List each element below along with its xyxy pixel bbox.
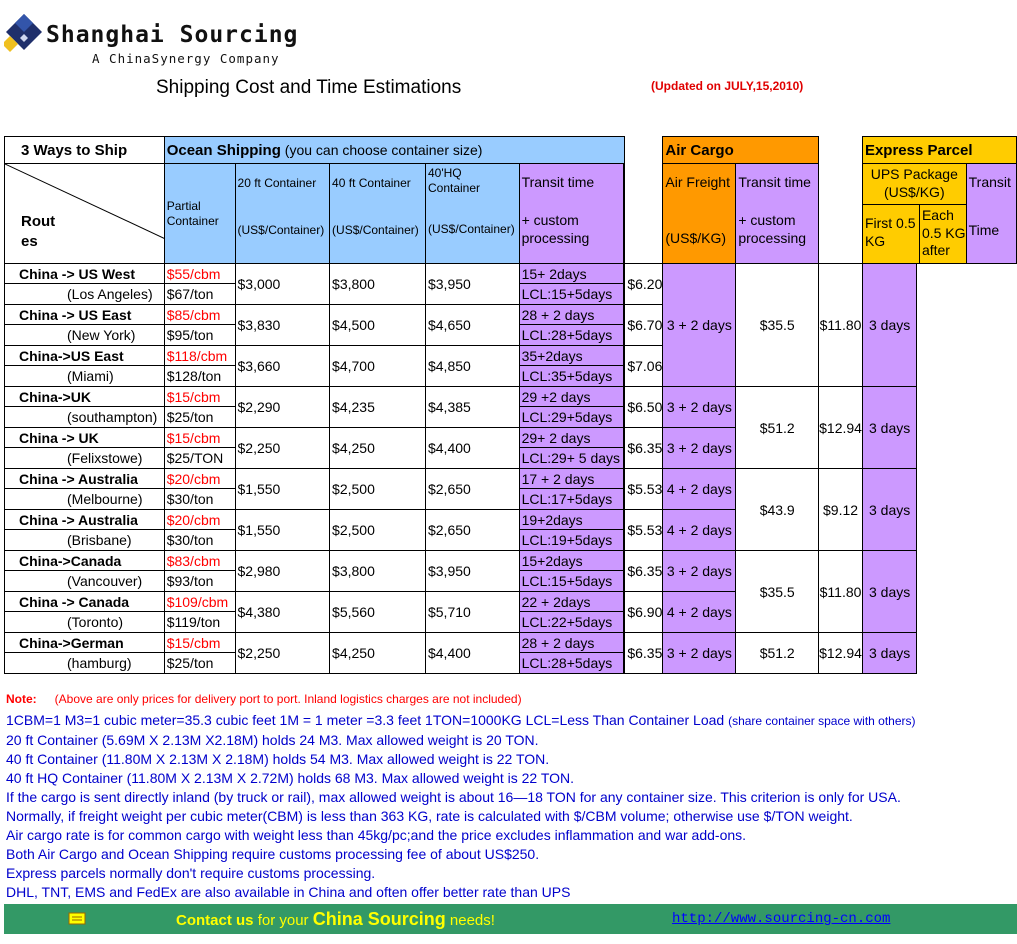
price-40ft: $4,235	[330, 387, 426, 428]
air-freight-rate: $6.90	[624, 592, 663, 633]
note-line-1-small: (share container space with others)	[728, 714, 916, 728]
express-parcel-header: Express Parcel	[862, 137, 1016, 164]
price-40ft: $3,800	[330, 551, 426, 592]
price-per-cbm: $20/cbm	[164, 510, 235, 530]
price-40ft: $5,560	[330, 592, 426, 633]
note-header	[6, 690, 1011, 709]
col-40hq-label: 40'HQ Container	[427, 166, 481, 195]
note-line-4: 40 ft HQ Container (11.80M X 2.13M X 2.72M) holds 68 M3. Max allowed weight is 22 TON.	[6, 770, 575, 786]
route-name: China -> Australia	[5, 510, 165, 530]
col-air-freight	[663, 164, 736, 264]
route-name: China->US East	[5, 346, 165, 366]
ocean-transit-lcl: LCL:15+5days	[519, 284, 624, 305]
price-40ft: $2,500	[330, 469, 426, 510]
ocean-transit-fcl: 28 + 2 days	[519, 305, 624, 325]
price-per-cbm: $85/cbm	[164, 305, 235, 325]
price-per-ton: $25/ton	[164, 653, 235, 674]
route-name: China->Canada	[5, 551, 165, 571]
for-your-text: for your	[257, 912, 309, 929]
col-40ft-unit: (US$/Container)	[332, 223, 419, 237]
col-ups-group	[862, 164, 966, 264]
routes-corner	[5, 164, 165, 264]
ocean-transit-lcl: LCL:28+5days	[519, 325, 624, 346]
price-40hq: $3,950	[425, 264, 519, 305]
air-transit-time: 3 + 2 days	[663, 428, 736, 469]
note-line-10: DHL, TNT, EMS and FedEx are also available in China and often offer better rate than UPS	[6, 884, 571, 900]
col-ups: UPS Package (US$/KG)	[863, 164, 966, 205]
footer-bar	[4, 904, 1017, 934]
express-each-rate: $9.12	[819, 469, 863, 551]
express-transit-time: 3 days	[862, 264, 916, 387]
col-air-transit-custom: + custom processing	[738, 212, 807, 246]
air-freight-rate: $6.20	[624, 264, 663, 305]
price-40ft: $4,250	[330, 428, 426, 469]
express-each-rate: $11.80	[819, 264, 863, 387]
note-line-8: Both Air Cargo and Ocean Shipping require customs processing fee of about US$250.	[6, 846, 540, 862]
note-label: Note:	[6, 692, 37, 706]
ocean-transit-fcl: 29+ 2 days	[519, 428, 624, 448]
ocean-transit-lcl: LCL:17+5days	[519, 489, 624, 510]
route-city: (Toronto)	[5, 612, 165, 633]
price-20ft: $4,380	[235, 592, 330, 633]
air-freight-rate: $6.35	[624, 633, 663, 674]
col-first-half-kg: First 0.5 KG	[863, 205, 920, 263]
express-first-rate: $51.2	[736, 387, 819, 469]
ocean-transit-fcl: 15+2days	[519, 551, 624, 571]
col-each-half-kg: Each 0.5 KG after	[921, 207, 966, 258]
ocean-transit-lcl: LCL:19+5days	[519, 530, 624, 551]
ocean-transit-lcl: LCL:15+5days	[519, 571, 624, 592]
contact-us-link[interactable]: Contact us	[176, 912, 254, 929]
note-line-1	[6, 711, 1011, 731]
air-freight-rate: $6.70	[624, 305, 663, 346]
note-line-2: 20 ft Container (5.69M X 2.13M X2.18M) holds 24 M3. Max allowed weight is 20 TON.	[6, 732, 539, 748]
logo-subtitle: A ChinaSynergy Company	[92, 51, 280, 66]
price-40hq: $2,650	[425, 510, 519, 551]
route-name: China -> Canada	[5, 592, 165, 612]
page-title: Shipping Cost and Time Estimations	[156, 77, 462, 98]
ocean-transit-fcl: 19+2days	[519, 510, 624, 530]
price-per-cbm: $109/cbm	[164, 592, 235, 612]
col-40hq-unit: (US$/Container)	[427, 222, 515, 236]
price-per-cbm: $15/cbm	[164, 428, 235, 448]
price-20ft: $2,250	[235, 428, 330, 469]
note-line-6: Normally, if freight weight per cubic meter(CBM) is less than 363 KG, rate is calculated with $/CBM volume; otherwise use $/TON weight.	[6, 808, 853, 824]
diamond-logo-icon	[4, 12, 44, 62]
col-transit-label: Transit time	[521, 174, 595, 190]
note-line-1-text: 1CBM=1 M3=1 cubic meter=35.3 cubic feet 1M = 1 meter =3.3 feet 1TON=1000KG LCL=Less Than Container Load	[6, 712, 725, 728]
air-freight-rate: $6.35	[624, 428, 663, 469]
ocean-transit-lcl: LCL:29+ 5 days	[519, 448, 624, 469]
china-sourcing-text: China Sourcing	[312, 909, 446, 929]
price-40ft: $4,700	[330, 346, 426, 387]
col-20ft-unit: (US$/Container)	[237, 223, 325, 237]
price-20ft: $3,830	[235, 305, 330, 346]
price-20ft: $1,550	[235, 510, 330, 551]
ocean-transit-fcl: 22 + 2days	[519, 592, 624, 612]
price-40ft: $2,500	[330, 510, 426, 551]
note-line-7: Air cargo rate is for common cargo with weight less than 45kg/pc;and the price excludes inflammation and war add-ons.	[6, 827, 747, 843]
ocean-transit-lcl: LCL:35+5days	[519, 366, 624, 387]
price-20ft: $2,250	[235, 633, 330, 674]
express-first-rate: $35.5	[736, 551, 819, 633]
gap-2	[819, 137, 863, 264]
route-row-top	[5, 387, 1017, 407]
route-city: (New York)	[5, 325, 165, 346]
route-name: China -> Australia	[5, 469, 165, 489]
route-city: (Melbourne)	[5, 489, 165, 510]
routes-label: Rout es	[21, 213, 56, 251]
ocean-transit-lcl: LCL:28+5days	[519, 653, 624, 674]
price-40hq: $4,400	[425, 428, 519, 469]
price-per-ton: $67/ton	[164, 284, 235, 305]
price-per-cbm: $55/cbm	[164, 264, 235, 284]
col-transit	[519, 164, 624, 264]
col-40ft-label: 40 ft Container	[332, 176, 411, 190]
price-per-ton: $93/ton	[164, 571, 235, 592]
express-transit-time: 3 days	[862, 469, 916, 551]
price-per-ton: $25/TON	[164, 448, 235, 469]
route-name: China->UK	[5, 387, 165, 407]
express-each-rate: $11.80	[819, 551, 863, 633]
price-40hq: $4,850	[425, 346, 519, 387]
price-20ft: $2,290	[235, 387, 330, 428]
note-line-9: Express parcels normally don't require customs processing.	[6, 865, 376, 881]
note-inland: (Above are only prices for delivery port to port. Inland logistics charges are not included)	[54, 692, 522, 706]
updated-date: (Updated on JULY,15,2010)	[651, 79, 804, 93]
col-20ft-label: 20 ft Container	[237, 176, 317, 190]
price-per-ton: $30/ton	[164, 530, 235, 551]
air-transit-time: 3 + 2 days	[663, 264, 736, 387]
air-freight-rate: $6.50	[624, 387, 663, 428]
col-40hq	[425, 164, 519, 264]
col-air-unit: (US$/KG)	[665, 230, 727, 246]
express-first-rate: $43.9	[736, 469, 819, 551]
document-icon	[68, 911, 86, 925]
route-city: (hamburg)	[5, 653, 165, 674]
company-logo	[4, 8, 299, 68]
route-city: (Vancouver)	[5, 571, 165, 592]
gap-1	[624, 137, 663, 264]
price-20ft: $2,980	[235, 551, 330, 592]
col-partial-container: Partial Container	[164, 164, 235, 264]
note-line-5: If the cargo is sent directly inland (by truck or rail), max allowed weight is about 16—18 TON for any container size. This criterion is only for USA.	[6, 789, 901, 805]
express-transit-time: 3 days	[862, 633, 916, 674]
price-40hq: $4,385	[425, 387, 519, 428]
route-city: (southampton)	[5, 407, 165, 428]
ocean-transit-fcl: 17 + 2 days	[519, 469, 624, 489]
route-name: China -> US East	[5, 305, 165, 325]
shipping-cost-table	[4, 136, 1017, 674]
ocean-transit-fcl: 28 + 2 days	[519, 633, 624, 653]
note-line-3: 40 ft Container (11.80M X 2.13M X 2.18M) holds 54 M3. Max allowed weight is 22 TON.	[6, 751, 550, 767]
air-transit-time: 3 + 2 days	[663, 551, 736, 592]
route-city: (Los Angeles)	[5, 284, 165, 305]
logo-name: Shanghai Sourcing	[46, 22, 299, 48]
price-20ft: $3,660	[235, 346, 330, 387]
notes-section	[6, 690, 1011, 902]
ocean-transit-fcl: 15+ 2days	[519, 264, 624, 284]
price-20ft: $1,550	[235, 469, 330, 510]
express-first-rate: $35.5	[736, 264, 819, 387]
price-per-cbm: $20/cbm	[164, 469, 235, 489]
price-per-cbm: $15/cbm	[164, 387, 235, 407]
col-express-transit	[966, 164, 1016, 264]
price-20ft: $3,000	[235, 264, 330, 305]
express-each-rate: $12.94	[819, 387, 863, 469]
route-city: (Brisbane)	[5, 530, 165, 551]
air-transit-time: 4 + 2 days	[663, 510, 736, 551]
air-freight-rate: $5.53	[624, 469, 663, 510]
price-40hq: $3,950	[425, 551, 519, 592]
price-per-cbm: $83/cbm	[164, 551, 235, 571]
price-per-cbm: $15/cbm	[164, 633, 235, 653]
price-40hq: $4,650	[425, 305, 519, 346]
price-per-ton: $30/ton	[164, 489, 235, 510]
col-40ft	[330, 164, 426, 264]
price-per-cbm: $118/cbm	[164, 346, 235, 366]
price-40hq: $4,400	[425, 633, 519, 674]
air-freight-rate: $7.06	[624, 346, 663, 387]
express-transit-time: 3 days	[862, 387, 916, 469]
price-40ft: $4,250	[330, 633, 426, 674]
price-per-ton: $128/ton	[164, 366, 235, 387]
air-freight-rate: $5.53	[624, 510, 663, 551]
col-transit-custom: + custom processing	[521, 212, 590, 246]
air-freight-rate: $6.35	[624, 551, 663, 592]
price-40hq: $5,710	[425, 592, 519, 633]
ocean-shipping-header	[164, 137, 624, 164]
col-air-freight-label: Air Freight	[665, 174, 730, 190]
price-per-ton: $119/ton	[164, 612, 235, 633]
route-row-top	[5, 469, 1017, 489]
col-air-transit	[736, 164, 819, 264]
air-transit-time: 4 + 2 days	[663, 592, 736, 633]
corner-title: 3 Ways to Ship	[5, 137, 165, 164]
air-transit-time: 4 + 2 days	[663, 469, 736, 510]
ocean-title: Ocean Shipping	[166, 141, 281, 159]
route-name: China->German	[5, 633, 165, 653]
ocean-subtitle: (you can choose container size)	[284, 141, 483, 158]
col-air-transit-label: Transit time	[738, 174, 811, 190]
route-row-top	[5, 264, 1017, 284]
ocean-transit-fcl: 29 +2 days	[519, 387, 624, 407]
price-per-ton: $25/ton	[164, 407, 235, 428]
air-transit-time: 3 + 2 days	[663, 633, 736, 674]
price-40ft: $4,500	[330, 305, 426, 346]
ocean-transit-lcl: LCL:29+5days	[519, 407, 624, 428]
air-cargo-header: Air Cargo	[663, 137, 819, 164]
website-link[interactable]: http://www.sourcing-cn.com	[672, 911, 891, 927]
route-city: (Felixstowe)	[5, 448, 165, 469]
price-40hq: $2,650	[425, 469, 519, 510]
route-row-top	[5, 633, 1017, 653]
route-city: (Miami)	[5, 366, 165, 387]
contact-cta	[176, 909, 495, 930]
route-row-top	[5, 551, 1017, 571]
express-each-rate: $12.94	[819, 633, 863, 674]
route-name: China -> US West	[5, 264, 165, 284]
col-20ft	[235, 164, 330, 264]
air-transit-time: 3 + 2 days	[663, 387, 736, 428]
col-exp-transit-label: Transit	[968, 174, 1011, 190]
route-name: China -> UK	[5, 428, 165, 448]
col-exp-time-label: Time	[968, 222, 1000, 238]
express-transit-time: 3 days	[862, 551, 916, 633]
needs-text: needs!	[449, 912, 495, 929]
price-40ft: $3,800	[330, 264, 426, 305]
express-first-rate: $51.2	[736, 633, 819, 674]
ocean-transit-fcl: 35+2days	[519, 346, 624, 366]
price-per-ton: $95/ton	[164, 325, 235, 346]
ocean-transit-lcl: LCL:22+5days	[519, 612, 624, 633]
